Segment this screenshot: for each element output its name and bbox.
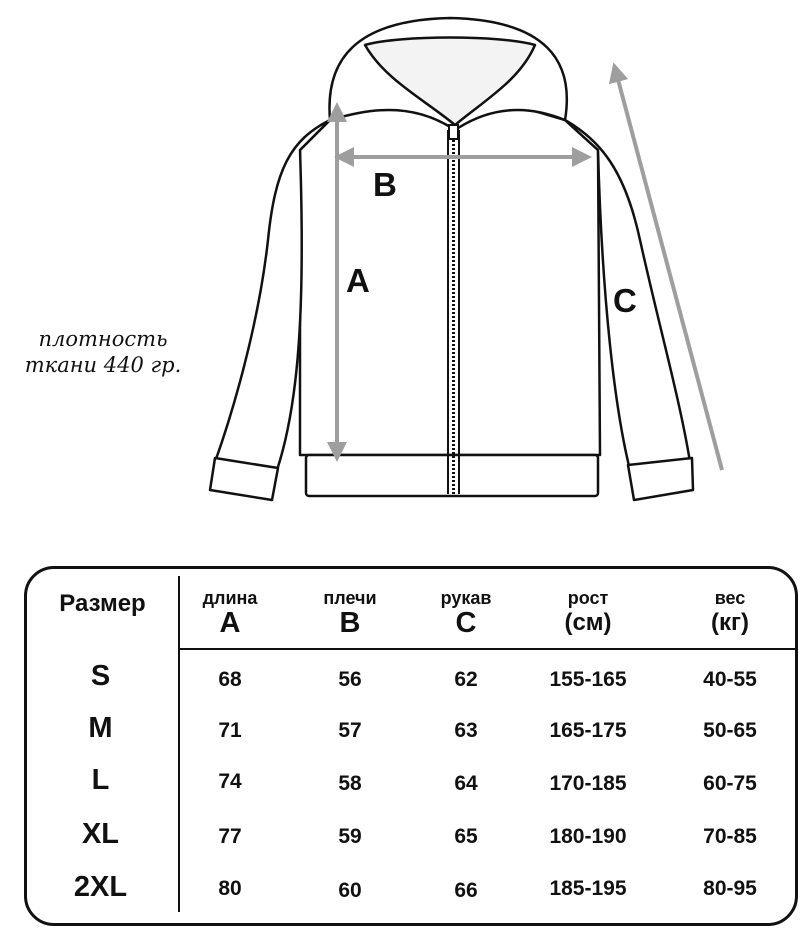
density-line-1: плотность — [38, 327, 168, 351]
row-shoulders: 57 — [338, 719, 362, 742]
density-line-2: ткани 440 гр. — [24, 353, 182, 377]
row-size: XL — [81, 818, 120, 850]
row-size: S — [90, 660, 111, 692]
row-sleeve: 64 — [454, 772, 478, 795]
header-weight-label: вес — [714, 588, 746, 608]
row-height: 180-190 — [549, 825, 627, 848]
row-length: 71 — [218, 719, 242, 742]
row-sleeve: 65 — [454, 825, 478, 848]
label-b: B — [373, 166, 397, 203]
row-weight: 70-85 — [703, 825, 757, 848]
row-shoulders: 56 — [338, 668, 362, 691]
row-sleeve: 62 — [454, 668, 478, 691]
header-sleeve — [406, 588, 526, 637]
header-length-code: A — [219, 607, 241, 639]
header-size: Размер — [59, 590, 146, 617]
header-shoulders-label: плечи — [323, 588, 377, 608]
row-weight: 80-95 — [703, 877, 757, 900]
header-weight-unit: (кг) — [711, 609, 749, 636]
row-shoulders: 58 — [338, 772, 362, 795]
row-length: 80 — [218, 877, 242, 900]
row-length: 77 — [218, 825, 242, 848]
row-height: 185-195 — [549, 877, 627, 900]
row-height: 155-165 — [549, 668, 627, 691]
row-size: M — [88, 712, 113, 744]
row-length: 74 — [218, 770, 242, 793]
row-sleeve: 63 — [454, 719, 478, 742]
label-c: C — [613, 282, 637, 319]
table-header-divider — [180, 648, 798, 650]
row-shoulders: 60 — [338, 879, 362, 902]
row-shoulders: 59 — [338, 825, 362, 848]
row-weight: 50-65 — [703, 719, 757, 742]
header-height — [528, 588, 648, 637]
header-shoulders — [290, 588, 410, 637]
row-height: 170-185 — [549, 772, 627, 795]
row-length: 68 — [218, 668, 242, 691]
header-weight — [670, 588, 790, 637]
header-length-label: длина — [202, 588, 258, 608]
row-weight: 60-75 — [703, 772, 757, 795]
header-height-label: рост — [567, 588, 609, 608]
header-sleeve-code: C — [455, 607, 477, 639]
label-a: A — [346, 262, 370, 299]
header-height-unit: (см) — [564, 609, 612, 636]
row-height: 165-175 — [549, 719, 627, 742]
header-length — [170, 588, 290, 637]
row-size: 2XL — [73, 871, 128, 903]
header-shoulders-code: B — [339, 607, 361, 639]
row-size: L — [91, 764, 110, 796]
row-weight: 40-55 — [703, 668, 757, 691]
hoodie-body — [300, 95, 600, 455]
row-sleeve: 66 — [454, 879, 478, 902]
right-cuff — [628, 458, 693, 500]
header-sleeve-label: рукав — [440, 588, 492, 608]
fabric-density-note — [8, 326, 198, 378]
